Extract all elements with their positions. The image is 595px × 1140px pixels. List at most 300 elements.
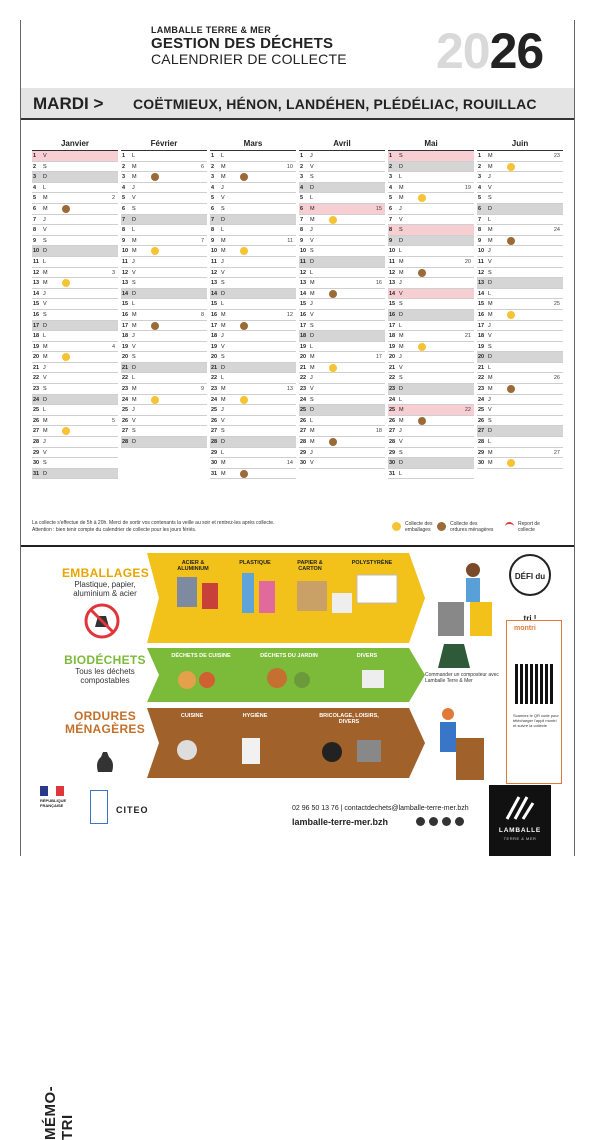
day-number: 4	[122, 184, 126, 191]
day-number: 1	[33, 153, 37, 159]
weekday-letter: L	[43, 184, 47, 191]
emballages-desc: Plastique, papier, aluminium & acier	[73, 580, 137, 598]
weekday-letter: J	[488, 174, 491, 181]
weekday-letter: L	[488, 216, 492, 223]
day-row	[121, 321, 207, 332]
category-emballages	[62, 566, 148, 598]
day-number: 18	[33, 333, 40, 340]
emballages-collection-dot	[507, 163, 515, 171]
week-number: 9	[200, 386, 204, 393]
day-row	[477, 342, 563, 353]
day-number: 28	[122, 439, 129, 446]
republique-text: RÉPUBLIQUE FRANÇAISE	[40, 798, 67, 808]
day-number: 9	[389, 237, 393, 244]
weekday-letter: J	[310, 301, 313, 308]
website-link[interactable]: lamballe-terre-mer.bzh	[292, 817, 389, 827]
week-number: 26	[553, 375, 560, 382]
day-number: 10	[122, 248, 129, 255]
day-row	[388, 310, 474, 321]
org-name: LAMBALLE TERRE & MER	[151, 25, 271, 35]
week-number: 4	[111, 343, 115, 350]
day-number: 3	[389, 174, 393, 181]
day-row	[121, 246, 207, 257]
weekday-letter: D	[488, 428, 492, 435]
day-number: 30	[478, 460, 485, 467]
day-row	[477, 289, 563, 300]
weekday-letter: S	[221, 205, 225, 212]
day-row	[477, 363, 563, 374]
weekday-letter: S	[488, 195, 492, 202]
weekday-letter: J	[43, 364, 46, 371]
day-row	[477, 278, 563, 289]
facebook-icon[interactable]	[416, 817, 425, 826]
week-number: 2	[111, 195, 115, 202]
day-number: 13	[300, 280, 307, 287]
weekday-letter: J	[43, 216, 46, 223]
day-row	[477, 151, 563, 162]
day-number: 20	[122, 354, 129, 361]
logo-subtext: TERRE & MER	[503, 836, 537, 841]
day-row	[299, 151, 385, 162]
month-header: Mars	[210, 137, 296, 151]
day-number: 25	[211, 407, 218, 414]
day-number: 3	[122, 174, 126, 181]
day-row	[32, 257, 118, 268]
day-row	[32, 268, 118, 279]
day-row	[32, 299, 118, 310]
weekday-letter: J	[399, 354, 402, 361]
day-row	[477, 321, 563, 332]
day-row	[477, 448, 563, 459]
day-row	[388, 469, 474, 480]
day-row	[32, 342, 118, 353]
day-number: 8	[33, 227, 37, 234]
weekday-letter: M	[221, 248, 226, 255]
day-number: 18	[211, 333, 218, 340]
marianne-logo	[40, 786, 80, 826]
day-number: 29	[300, 449, 307, 456]
day-row	[32, 363, 118, 374]
weekday-letter: J	[399, 428, 402, 435]
weekday-letter: J	[132, 407, 135, 414]
weekday-letter: M	[310, 290, 315, 297]
day-row	[477, 310, 563, 321]
day-row	[299, 257, 385, 268]
weekday-letter: S	[310, 248, 314, 255]
weekday-letter: S	[43, 163, 47, 170]
day-number: 15	[33, 301, 40, 308]
weekday-letter: D	[310, 407, 314, 414]
month-header: Juin	[477, 137, 563, 151]
day-number: 30	[211, 460, 218, 467]
day-row	[388, 268, 474, 279]
week-number: 24	[553, 227, 560, 234]
weekday-letter: D	[132, 290, 136, 297]
weekday-letter: M	[132, 311, 137, 318]
weekday-letter: S	[310, 322, 314, 329]
weekday-letter: D	[399, 460, 403, 467]
day-number: 26	[33, 417, 40, 424]
montri-qr-panel[interactable]	[506, 620, 562, 784]
day-row	[210, 363, 296, 374]
weekday-letter: L	[310, 269, 314, 276]
weekday-letter: D	[221, 439, 225, 446]
day-number: 25	[33, 407, 40, 414]
day-row	[121, 416, 207, 427]
month-1	[121, 137, 207, 479]
day-row	[388, 321, 474, 332]
weekday-letter: S	[221, 354, 225, 361]
day-number: 2	[122, 163, 126, 170]
weekday-letter: J	[132, 184, 135, 191]
day-number: 12	[478, 269, 485, 276]
day-number: 5	[33, 195, 37, 202]
day-row	[388, 246, 474, 257]
no-bag-icon	[84, 603, 120, 639]
weekday-letter: M	[310, 354, 315, 361]
day-row	[388, 416, 474, 427]
day-number: 2	[300, 163, 304, 170]
day-row	[32, 246, 118, 257]
day-number: 16	[389, 311, 396, 318]
day-row	[32, 352, 118, 363]
week-number: 14	[286, 460, 293, 467]
weekday-letter: M	[132, 386, 137, 393]
weekday-letter: M	[43, 428, 48, 435]
day-row	[210, 469, 296, 480]
day-number: 5	[478, 195, 482, 202]
day-number: 28	[33, 439, 40, 446]
weekday-letter: D	[221, 216, 225, 223]
day-row	[299, 268, 385, 279]
day-row	[210, 426, 296, 437]
day-row	[32, 448, 118, 459]
day-row	[477, 384, 563, 395]
day-row	[299, 352, 385, 363]
day-row	[210, 183, 296, 194]
day-number: 9	[211, 237, 215, 244]
weekday-letter: S	[399, 227, 403, 234]
weekday-letter: S	[399, 449, 403, 456]
ordures-collection-dot	[418, 417, 426, 425]
day-number: 29	[33, 449, 40, 456]
weekday-letter: M	[221, 311, 226, 318]
page-title: GESTION DES DÉCHETS	[151, 35, 334, 52]
collection-notes	[32, 520, 342, 534]
day-number: 21	[122, 364, 129, 371]
day-number: 6	[389, 205, 393, 212]
day-row	[121, 405, 207, 416]
day-row	[388, 352, 474, 363]
day-row	[121, 236, 207, 247]
day-number: 16	[211, 311, 218, 318]
weekday-letter: L	[310, 417, 314, 424]
day-number: 16	[33, 311, 40, 318]
month-4	[388, 137, 474, 479]
day-row	[299, 321, 385, 332]
instagram-icon[interactable]	[429, 817, 438, 826]
day-row	[477, 395, 563, 406]
weekday-letter: L	[43, 333, 47, 340]
weekday-letter: L	[399, 174, 403, 181]
day-number: 18	[389, 333, 396, 340]
day-number: 8	[122, 227, 126, 234]
trash-bag-icon	[92, 748, 118, 774]
day-row	[388, 426, 474, 437]
day-number: 1	[300, 153, 304, 159]
day-number: 29	[211, 449, 218, 456]
day-row	[32, 469, 118, 480]
day-number: 15	[122, 301, 129, 308]
day-number: 4	[389, 184, 393, 191]
day-row	[477, 183, 563, 194]
weekday-letter: M	[221, 237, 226, 244]
week-number: 17	[375, 354, 382, 361]
biodechets-title: BIODÉCHETS	[64, 653, 146, 667]
weekday-letter: V	[310, 163, 314, 170]
day-number: 15	[478, 301, 485, 308]
day-row	[477, 236, 563, 247]
day-row	[210, 289, 296, 300]
weekday-letter: V	[488, 258, 492, 265]
day-number: 21	[389, 364, 396, 371]
weekday-letter: M	[488, 237, 493, 244]
weekday-letter: V	[310, 460, 314, 467]
day-number: 31	[211, 470, 218, 477]
day-number: 7	[300, 216, 304, 223]
day-number: 21	[33, 364, 40, 371]
weekday-letter: D	[132, 364, 136, 371]
day-number: 24	[122, 396, 129, 403]
day-row	[388, 215, 474, 226]
weekday-letter: S	[43, 386, 47, 393]
day-row	[299, 310, 385, 321]
day-row	[210, 352, 296, 363]
day-number: 13	[211, 280, 218, 287]
day-number: 31	[33, 470, 40, 477]
weekday-letter: D	[399, 386, 403, 393]
day-row	[477, 193, 563, 204]
day-row	[210, 310, 296, 321]
emballages-collection-dot	[329, 216, 337, 224]
day-row	[477, 268, 563, 279]
day-row	[210, 437, 296, 448]
day-row	[32, 151, 118, 162]
emballages-collection-dot	[151, 247, 159, 255]
day-row	[388, 395, 474, 406]
day-number: 11	[478, 258, 484, 265]
day-number: 4	[211, 184, 215, 191]
day-number: 9	[300, 237, 304, 244]
day-row	[477, 405, 563, 416]
weekday-letter: M	[488, 153, 493, 159]
weekday-letter: M	[310, 205, 315, 212]
day-number: 22	[389, 375, 396, 382]
month-3	[299, 137, 385, 479]
day-row	[32, 278, 118, 289]
weekday-letter: D	[221, 290, 225, 297]
day-number: 26	[300, 417, 307, 424]
year-dark: 26	[489, 23, 544, 79]
ordures-collection-dot	[418, 269, 426, 277]
youtube-icon[interactable]	[442, 817, 451, 826]
day-number: 5	[211, 195, 215, 202]
day-row	[32, 384, 118, 395]
day-row	[210, 321, 296, 332]
emballages-collection-dot	[62, 427, 70, 435]
weekday-letter: S	[43, 460, 47, 467]
weekday-letter: M	[399, 269, 404, 276]
day-number: 26	[122, 417, 129, 424]
week-number: 19	[464, 184, 471, 191]
day-row	[121, 278, 207, 289]
day-number: 4	[33, 184, 37, 191]
day-row	[299, 458, 385, 469]
day-number: 12	[389, 269, 396, 276]
qr-code-icon[interactable]	[515, 664, 555, 704]
linkedin-icon[interactable]	[455, 817, 464, 826]
day-number: 23	[300, 386, 307, 393]
day-row	[477, 246, 563, 257]
day-row	[388, 331, 474, 342]
day-row	[210, 215, 296, 226]
day-row	[299, 448, 385, 459]
day-number: 14	[478, 290, 485, 297]
week-number: 10	[286, 163, 293, 170]
day-row	[299, 215, 385, 226]
day-number: 19	[478, 343, 485, 350]
emballages-labels	[147, 560, 422, 570]
weekday-letter: J	[43, 439, 46, 446]
day-number: 8	[300, 227, 304, 234]
weekday-letter: D	[310, 184, 314, 191]
day-number: 20	[211, 354, 218, 361]
day-row	[477, 215, 563, 226]
biodechets-desc: Tous les déchets compostables	[75, 667, 135, 685]
weekday-letter: D	[132, 216, 136, 223]
weekday-letter: M	[310, 216, 315, 223]
weekday-letter: V	[43, 301, 47, 308]
day-number: 17	[122, 322, 129, 329]
day-row	[210, 193, 296, 204]
day-row	[477, 257, 563, 268]
weekday-letter: V	[221, 195, 225, 202]
day-number: 23	[389, 386, 396, 393]
calendar-months	[32, 137, 563, 479]
weekday-letter: S	[221, 280, 225, 287]
day-row	[210, 268, 296, 279]
day-number: 22	[300, 375, 307, 382]
weekday-letter: M	[488, 460, 493, 467]
weekday-letter: M	[221, 322, 226, 329]
day-row	[388, 405, 474, 416]
day-row	[121, 172, 207, 183]
day-row	[32, 458, 118, 469]
day-number: 15	[389, 301, 396, 308]
year-light: 20	[436, 23, 490, 79]
weekday-letter: M	[488, 301, 493, 308]
day-number: 21	[478, 364, 485, 371]
day-number: 17	[33, 322, 40, 329]
weekday-letter: D	[310, 258, 314, 265]
ordures-collection-dot	[62, 205, 70, 213]
day-number: 25	[389, 407, 396, 414]
day-row	[299, 183, 385, 194]
day-row	[210, 204, 296, 215]
day-row	[121, 373, 207, 384]
day-row	[299, 193, 385, 204]
day-number: 28	[300, 439, 307, 446]
day-number: 16	[122, 311, 129, 318]
emballages-title: EMBALLAGES	[62, 566, 149, 580]
day-row	[388, 204, 474, 215]
day-number: 12	[211, 269, 218, 276]
weekday-letter: J	[132, 258, 135, 265]
day-row	[121, 151, 207, 162]
day-number: 4	[300, 184, 304, 191]
day-number: 24	[211, 396, 218, 403]
day-number: 19	[122, 343, 129, 350]
emballages-collection-dot	[151, 396, 159, 404]
day-row	[210, 405, 296, 416]
year	[436, 22, 543, 80]
month-header: Avril	[299, 137, 385, 151]
day-number: 27	[389, 428, 396, 435]
day-number: 21	[300, 364, 307, 371]
weekday-letter: V	[488, 184, 492, 191]
ordures-labels	[147, 713, 422, 723]
emballages-collection-dot	[240, 247, 248, 255]
weekday-letter: D	[132, 439, 136, 446]
day-number: 14	[300, 290, 307, 297]
collection-day: MARDI >	[33, 94, 104, 113]
day-row	[299, 331, 385, 342]
day-number: 8	[478, 227, 482, 234]
weekday-letter: M	[488, 375, 493, 382]
weekday-letter: L	[488, 364, 492, 371]
day-row	[32, 204, 118, 215]
day-number: 11	[211, 258, 217, 265]
day-row	[121, 204, 207, 215]
day-number: 20	[389, 354, 396, 361]
weekday-letter: J	[310, 153, 313, 159]
day-number: 20	[33, 354, 40, 361]
day-number: 10	[389, 248, 396, 255]
weekday-letter: S	[132, 428, 136, 435]
day-row	[32, 405, 118, 416]
day-row	[299, 299, 385, 310]
label-papier: PAPIER & CARTON	[297, 560, 323, 572]
day-number: 17	[300, 322, 307, 329]
day-row	[210, 172, 296, 183]
day-number: 27	[122, 428, 129, 435]
montri-label: montri	[514, 625, 536, 632]
weekday-letter: M	[132, 174, 137, 181]
day-row	[121, 331, 207, 342]
weekday-letter: M	[488, 163, 493, 170]
weekday-letter: S	[488, 343, 492, 350]
day-row	[32, 331, 118, 342]
weekday-letter: S	[43, 237, 47, 244]
person-trash-illustration	[430, 702, 490, 782]
day-row	[32, 162, 118, 173]
ordures-collection-dot	[151, 173, 159, 181]
weekday-letter: D	[43, 248, 47, 255]
weekday-letter: M	[43, 354, 48, 361]
day-row	[121, 162, 207, 173]
biodechets-labels	[147, 653, 422, 663]
emballages-collection-dot	[418, 194, 426, 202]
